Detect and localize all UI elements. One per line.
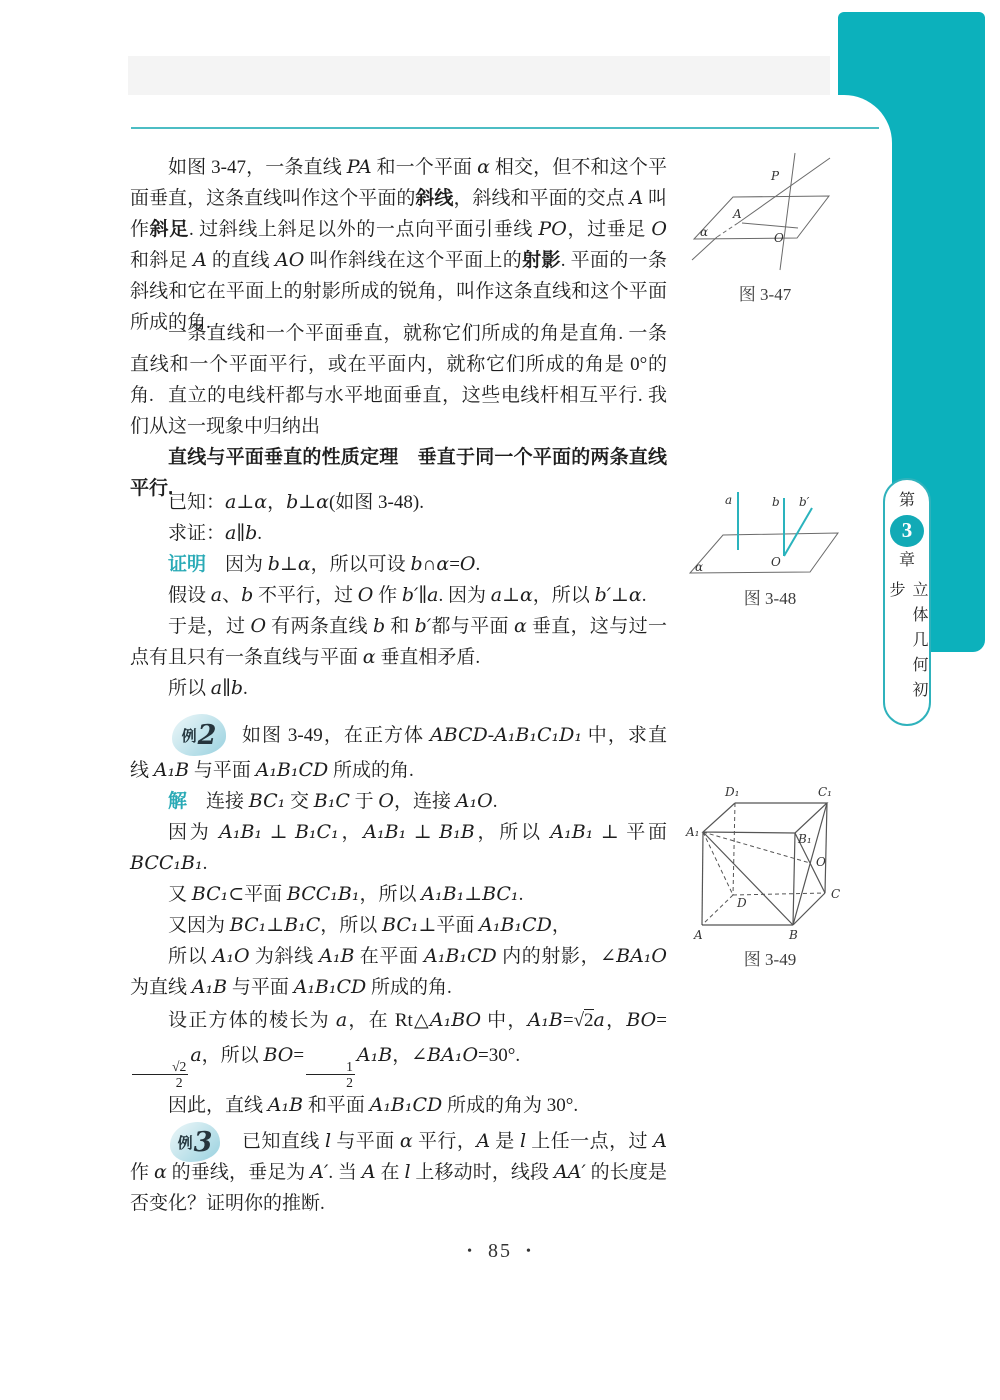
- fig48-label-O: O: [771, 555, 781, 569]
- fig49-label-C: C: [831, 887, 841, 901]
- chapter-number: 3: [901, 518, 913, 543]
- figure-3-47: [685, 148, 845, 278]
- figure-3-47-caption: 图 3-47: [738, 285, 792, 304]
- fig49-label-A: A: [694, 928, 703, 942]
- page-number: [0, 1240, 1000, 1263]
- page-number-value: 85: [488, 1240, 512, 1262]
- header-gray-band: [128, 56, 830, 98]
- fig48-label-b: b: [772, 495, 780, 509]
- example-3-badge-prefix: 例: [177, 1134, 193, 1152]
- chapter-suffix: 章: [898, 551, 915, 569]
- fig48-label-a: a: [725, 493, 733, 507]
- given-line: 已知：a⊥α，b⊥α(如图 3-48).: [168, 491, 424, 513]
- example-3-badge-number: 3: [193, 1126, 213, 1158]
- fig49-label-O: O: [816, 855, 826, 869]
- chapter-prefix: 第: [898, 492, 915, 509]
- header-rule-line: [131, 127, 879, 129]
- fig47-label-A: A: [733, 207, 742, 221]
- fig48-label-bp: b′: [799, 495, 810, 509]
- fig47-label-P: P: [771, 169, 780, 183]
- paragraph-oblique-line-definition: 如图 3-47，一条直线 PA 和一个平面 α 相交，但不和这个平面垂直，这条直线叫作这个平面的斜线，斜线和平面的交点 A 叫作斜足. 过斜线上斜足以外的一点向平面引垂线 PO，过垂足 O 和斜足 A 的直线 AO 叫作斜线在这个平面上的射影. 平面的一条斜线和它在平面上的射影所成的锐角，叫作这条直线和这个平面所成的角.: [130, 156, 667, 333]
- fig49-label-D: D: [737, 896, 747, 910]
- example-2-badge-prefix: 例: [181, 727, 197, 745]
- example-2-badge-number: 2: [197, 719, 217, 751]
- figure-3-48-caption: 图 3-48: [743, 589, 797, 608]
- chapter-title: 立体几何初步: [887, 581, 927, 707]
- example-3-text: 已知直线 l 与平面 α 平行，A 是 l 上任一点，过 A 作 α 的垂线，垂足为 A′. 当 A 在 l 上移动时，线段 AA′ 的长度是否变化？证明你的推断.: [130, 1130, 667, 1214]
- theorem-statement: 直线与平面垂直的性质定理 垂直于同一个平面的两条直线平行.: [130, 447, 667, 499]
- fig49-label-B: B: [789, 928, 798, 942]
- fig48-label-alpha: α: [695, 560, 704, 574]
- fig47-label-O: O: [774, 231, 784, 245]
- paragraph-telegraph-poles: 直立的电线杆都与水平地面垂直，这些电线杆相互平行. 我们从这一现象中归纳出: [130, 385, 667, 437]
- page-number-bullet-left: •: [467, 1244, 474, 1259]
- figure-3-47-drawing: [685, 148, 845, 278]
- proof-block: 证明 因为 b⊥α，所以可设 b∩α=O. 假设 a、b 不平行，过 O 作 b′∥a. 因为 a⊥α，所以 b′⊥α. 于是，过 O 有两条直线 b 和 b′都与平面 α 垂直，这与过一点有且只有一条直线与平面 α 垂直相矛盾. 所以 a∥b.: [130, 553, 667, 699]
- figure-3-48: [685, 478, 855, 580]
- prove-line: 求证：a∥b.: [168, 522, 263, 544]
- chapter-tab: [883, 478, 931, 726]
- chapter-number-badge: [890, 515, 924, 547]
- figure-3-49-caption: 图 3-49: [743, 950, 797, 969]
- fig49-label-C1: C₁: [818, 785, 832, 799]
- fig49-label-D1: D₁: [725, 785, 740, 799]
- example-2-intro: 如图 3-49，在正方体 ABCD-A₁B₁C₁D₁ 中，求直线 A₁B 与平面 A₁B₁CD 所成的角.: [130, 724, 667, 781]
- figure-3-48-drawing: [685, 478, 855, 580]
- figure-3-49-drawing: [685, 775, 855, 945]
- figure-3-49: [685, 775, 855, 945]
- fig47-label-alpha: α: [700, 225, 709, 239]
- fig49-label-A1: A₁: [686, 825, 700, 839]
- paragraph-angle-cases: 一条直线和一个平面垂直，就称它们所成的角是直角. 一条直线和一个平面平行，或在平面内，就称它们所成的角是 0°的角.: [130, 323, 667, 406]
- example-2-solution: 解 连接 BC₁ 交 B₁C 于 O，连接 A₁O. 因为 A₁B₁ ⊥ B₁C₁，A₁B₁ ⊥ B₁B，所以 A₁B₁ ⊥ 平面 BCC₁B₁. 又 BC₁⊂平面 BCC₁B₁，所以 A₁B₁⊥BC₁. 又因为 BC₁⊥B₁C，所以 BC₁⊥平面 A₁B₁CD， 所以 A₁O 为斜线 A₁B 在平面 A₁B₁CD 内的射影，∠BA₁O 为直线 A₁B 与平面 A₁B₁CD 所成的角. 设正方体的棱长为 a，在 Rt△A₁BO 中，A₁B=√2a，BO= $\frac{√2}{2}$ a，所以 BO= $\frac{1}{2}$ A₁B，∠BA₁O=30°. 因此，直线 A₁B 和平面 A₁B₁CD 所成的角为 30°.: [130, 790, 667, 1116]
- fig49-label-B1: B₁: [798, 832, 812, 846]
- page-number-bullet-right: •: [526, 1244, 533, 1259]
